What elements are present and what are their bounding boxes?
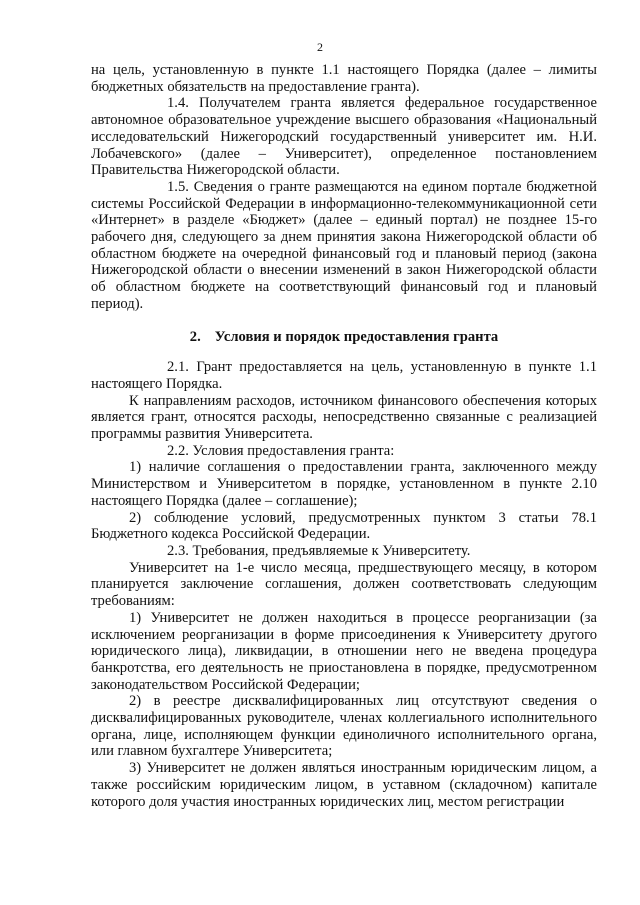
paragraph-text: на цель, установленную в пункте 1.1 настоящего Порядка (далее – лимиты бюджетных обязательств на предоставление гранта). <box>91 62 597 95</box>
page-number: 2 <box>317 40 323 54</box>
paragraph-list-item <box>91 459 597 509</box>
paragraph-text: Грант предоставляется на цель, установленную в пункте 1.1 настоящего Порядка. <box>91 359 597 392</box>
clause-number: 2.3. <box>167 542 189 559</box>
paragraph <box>91 393 597 443</box>
paragraph-text: Университет на 1-е число месяца, предшествующего месяцу, в котором планируется заключение соглашения, должен соответствовать следующим требованиям: <box>91 559 597 610</box>
paragraph-text: 3) Университет не должен являться иностранным юридическим лицом, а также российским юридическим лицом, в уставном (складочном) капитале которого доля участия иностранных юридических лиц, местом регистрации <box>91 760 597 810</box>
paragraph-1-4 <box>91 95 597 179</box>
clause-number: 2.1. <box>167 359 189 376</box>
paragraph-continuation <box>91 62 597 95</box>
paragraph <box>91 560 597 610</box>
paragraph-text: Требования, предъявляемые к Университету. <box>192 542 471 559</box>
paragraph-2-1 <box>91 359 597 392</box>
paragraph-2-2 <box>91 443 597 460</box>
paragraph-text: 1) наличие соглашения о предоставлении гранта, заключенного между Министерством и Университетом в порядке, установленном в пункте 2.10 настоящего Порядка (далее – соглашение); <box>91 459 597 509</box>
paragraph-text: 2) соблюдение условий, предусмотренных пунктом 3 статьи 78.1 Бюджетного кодекса Российской Федерации. <box>91 509 597 543</box>
paragraph-text: Сведения о гранте размещаются на едином портале бюджетной системы Российской Федерации в информационно-телекоммуникационной сети «Интернет» в разделе «Бюджет» (далее – единый портал) не позднее 15-го рабочего дня, следующего за днем принятия закона Нижегородской области об областном бюджете на очередной финансовый год и плановый период (закона Нижегородской области о внесении изменений в закон Нижегородской области об областном бюджете на соответствующий финансовый год и плановый период). <box>91 178 597 312</box>
section-number: 2. <box>189 328 201 345</box>
paragraph-list-item <box>91 610 597 694</box>
clause-number: 1.4. <box>167 95 189 112</box>
paragraph-list-item <box>91 760 597 810</box>
paragraph-list-item <box>91 693 597 760</box>
document-body <box>91 62 597 810</box>
paragraph-text: К направлениям расходов, источником финансового обеспечения которых является грант, относятся расходы, непосредственно связанные с реализацией программы развития Университета. <box>91 392 597 443</box>
paragraph-text: Получателем гранта является федеральное государственное автономное образовательное учреждение высшего образования «Национальный исследовательский Нижегородский государственный университет им. Н.И. Лобачевского» (далее – Университет), определенное постановлением Правительства Нижегородской области. <box>91 95 597 179</box>
paragraph-text: Условия предоставления гранта: <box>192 442 395 459</box>
paragraph-list-item <box>91 510 597 543</box>
paragraph-text: 2) в реестре дисквалифицированных лиц отсутствуют сведения о дисквалифицированных руководителе, членах коллегиального исполнительного органа, лице, исполняющем функции единоличного исполнительного органа, или главном бухгалтере Университета; <box>91 693 597 760</box>
paragraph-1-5 <box>91 179 597 313</box>
clause-number: 2.2. <box>167 442 189 459</box>
section-title: Условия и порядок предоставления гранта <box>214 328 499 345</box>
paragraph-text: 1) Университет не должен находиться в процессе реорганизации (за исключением реорганизации в форме присоединения к Университету другого юридического лица), ликвидации, в отношении него не введена процедура банкротства, его деятельность не приостановлена в порядке, предусмотренном законодательством Российской Федерации; <box>91 609 597 693</box>
clause-number: 1.5. <box>167 178 189 195</box>
paragraph-2-3 <box>91 543 597 560</box>
section-heading <box>91 329 597 346</box>
